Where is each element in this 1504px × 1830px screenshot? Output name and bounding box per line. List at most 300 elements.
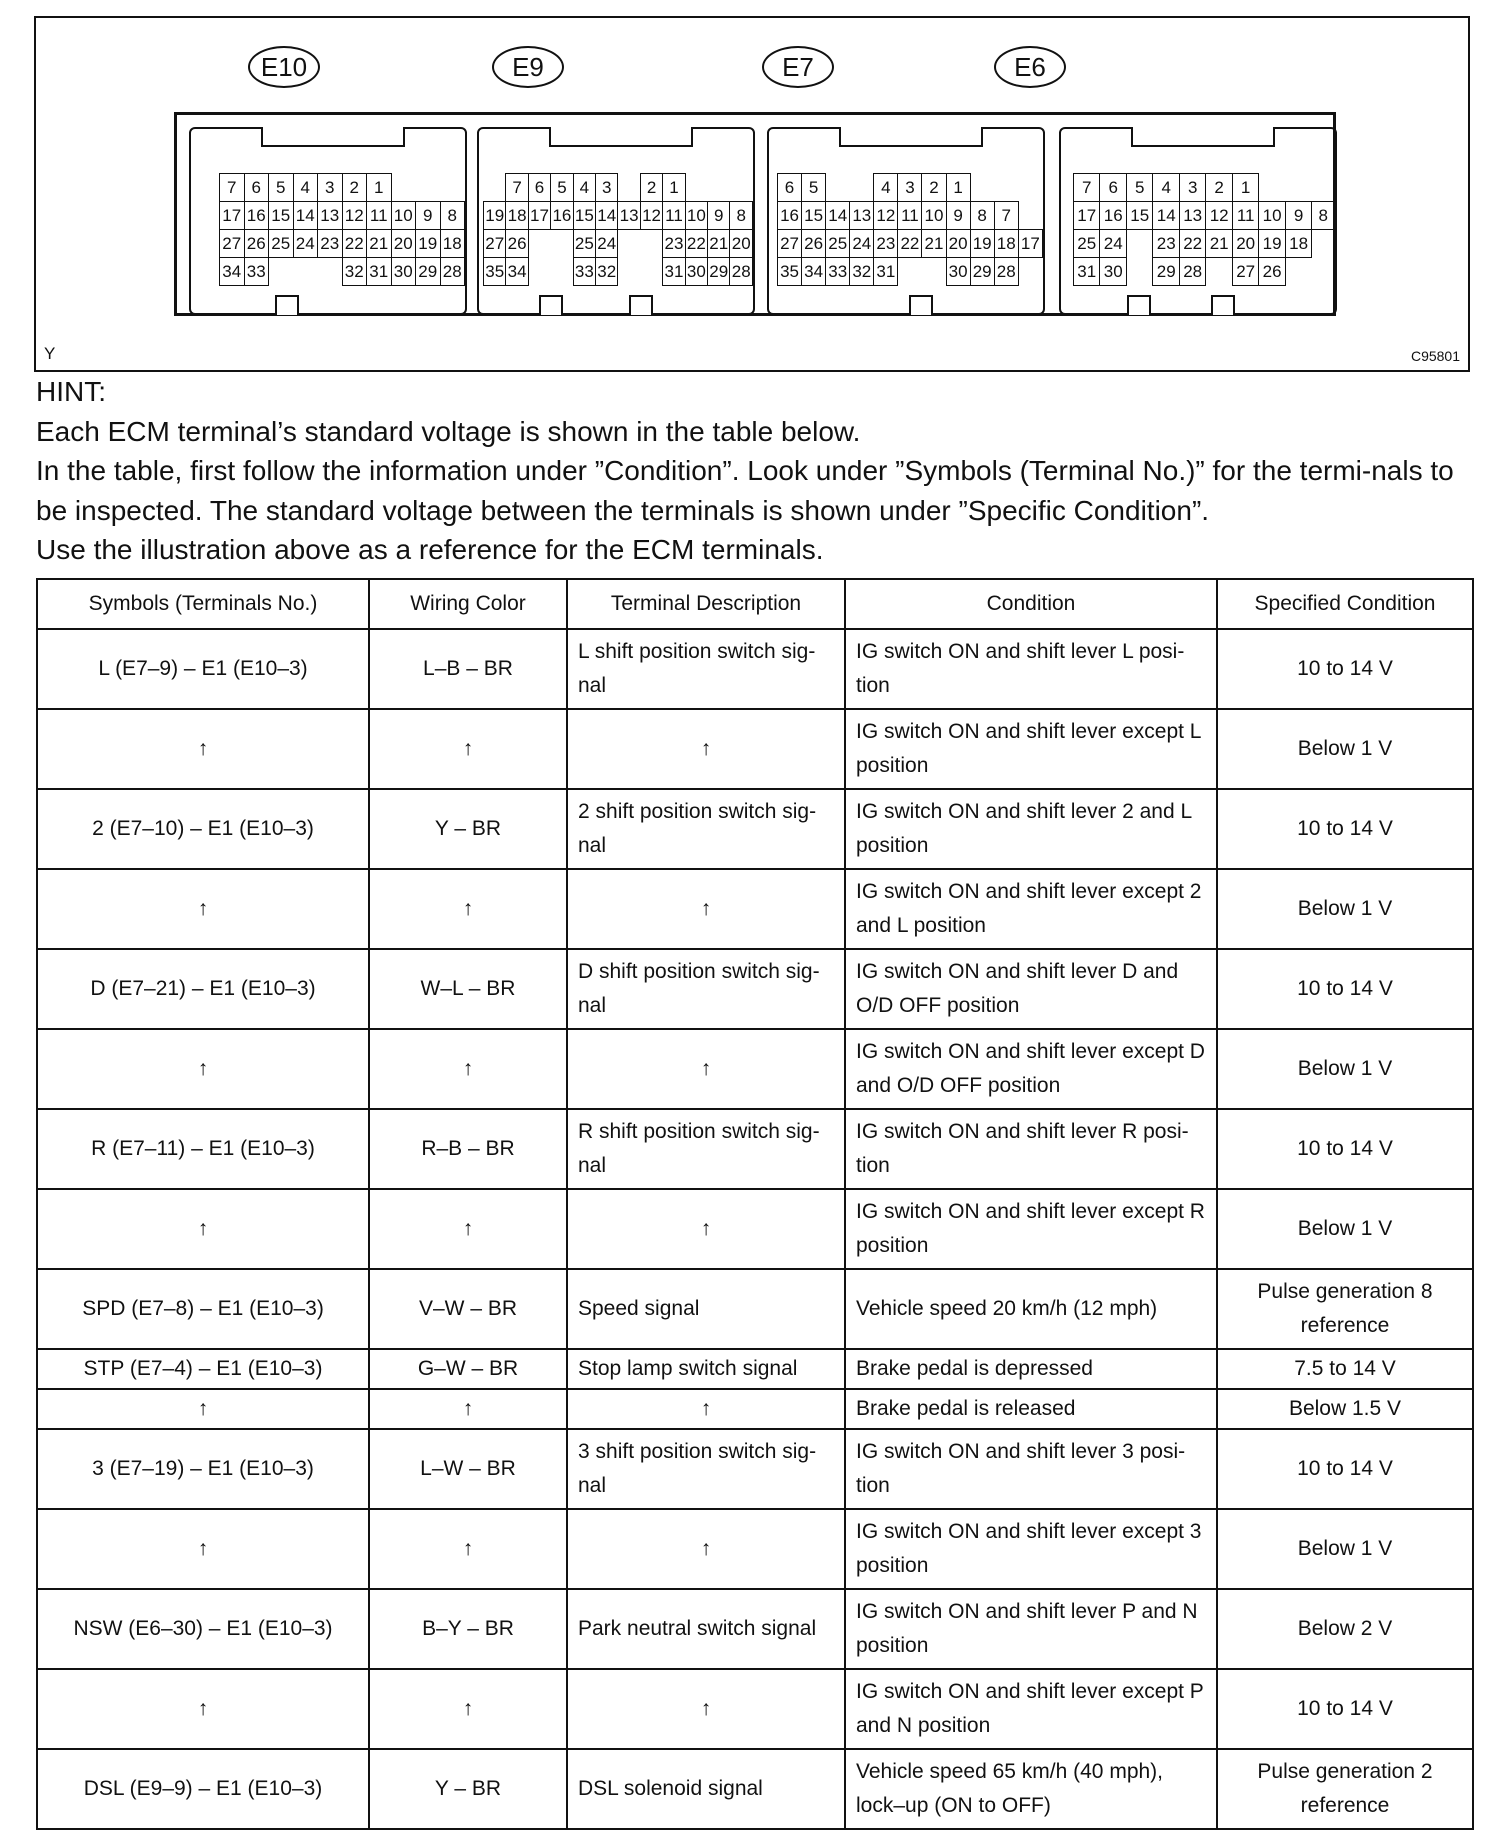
terminal-grid-e9 xyxy=(483,173,753,286)
connector-e9 xyxy=(477,127,755,315)
terminal-pin: 7 xyxy=(1074,174,1100,202)
terminal-pin: 26 xyxy=(1259,258,1285,286)
specified-condition-cell: Below 1 V xyxy=(1217,1189,1473,1269)
terminal-pin: 8 xyxy=(1312,202,1335,230)
terminal-pin: 8 xyxy=(440,202,465,230)
terminal-pin: 19 xyxy=(416,230,441,258)
condition-cell: IG switch ON and shift lever 3 posi-tion xyxy=(845,1429,1217,1509)
terminal-gap xyxy=(640,230,662,258)
table-row xyxy=(37,949,1473,1029)
ecm-connector-diagram xyxy=(34,16,1470,372)
terminal-pin: 28 xyxy=(440,258,465,286)
terminal-pin: 22 xyxy=(1179,230,1205,258)
symbols-cell: ↑ xyxy=(37,1389,369,1429)
terminal-gap xyxy=(850,174,874,202)
terminal-pin: 22 xyxy=(342,230,367,258)
table-row xyxy=(37,789,1473,869)
condition-cell: IG switch ON and shift lever except L position xyxy=(845,709,1217,789)
table-row xyxy=(37,1109,1473,1189)
terminal-pin: 22 xyxy=(898,230,922,258)
table-row xyxy=(37,1429,1473,1509)
terminal-row xyxy=(778,258,1043,286)
terminal-pin: 14 xyxy=(293,202,318,230)
terminal-gap xyxy=(293,258,318,286)
terminal-pin: 34 xyxy=(220,258,245,286)
specified-condition-cell: Below 1 V xyxy=(1217,709,1473,789)
terminal-pin: 24 xyxy=(293,230,318,258)
terminal-pin: 8 xyxy=(970,202,994,230)
terminal-gap xyxy=(640,258,662,286)
symbols-cell: L (E7–9) – E1 (E10–3) xyxy=(37,629,369,709)
terminal-pin: 16 xyxy=(778,202,802,230)
ecm-housing xyxy=(174,112,1336,316)
terminal-pin: 19 xyxy=(1259,230,1285,258)
terminal-pin: 11 xyxy=(898,202,922,230)
terminal-pin: 13 xyxy=(850,202,874,230)
terminal-pin: 27 xyxy=(778,230,802,258)
description-cell: Stop lamp switch signal xyxy=(567,1349,845,1389)
terminal-pin: 12 xyxy=(874,202,898,230)
header-specified-condition: Specified Condition xyxy=(1217,579,1473,629)
symbols-cell: 2 (E7–10) – E1 (E10–3) xyxy=(37,789,369,869)
terminal-pin: 23 xyxy=(318,230,343,258)
terminal-gap xyxy=(1126,230,1152,258)
symbols-cell: 3 (E7–19) – E1 (E10–3) xyxy=(37,1429,369,1509)
terminal-grid-e10 xyxy=(219,173,465,286)
wiring-color-cell: Y – BR xyxy=(369,789,567,869)
description-cell: DSL solenoid signal xyxy=(567,1749,845,1829)
terminal-pin: 29 xyxy=(708,258,730,286)
terminal-pin: 23 xyxy=(1153,230,1179,258)
connector-latch xyxy=(275,295,299,315)
specified-condition-cell: 10 to 14 V xyxy=(1217,1669,1473,1749)
terminal-pin: 32 xyxy=(596,258,618,286)
terminal-pin: 20 xyxy=(946,230,970,258)
table-row xyxy=(37,1029,1473,1109)
terminal-row xyxy=(484,202,753,230)
connector-notch xyxy=(1131,127,1275,147)
terminal-pin: 14 xyxy=(596,202,618,230)
terminal-pin: 31 xyxy=(1074,258,1100,286)
condition-cell: Brake pedal is depressed xyxy=(845,1349,1217,1389)
terminal-pin: 4 xyxy=(874,174,898,202)
terminal-pin: 19 xyxy=(970,230,994,258)
hint-line-3: Use the illustration above as a reference for the ECM terminals. xyxy=(36,534,824,565)
terminal-row xyxy=(778,202,1043,230)
terminal-pin: 24 xyxy=(596,230,618,258)
connector-notch xyxy=(261,127,405,147)
description-cell: D shift position switch sig-nal xyxy=(567,949,845,1029)
symbols-cell: SPD (E7–8) – E1 (E10–3) xyxy=(37,1269,369,1349)
connector-e7 xyxy=(767,127,1045,315)
terminal-pin: 10 xyxy=(685,202,707,230)
terminal-row xyxy=(1074,230,1335,258)
condition-cell: IG switch ON and shift lever except P and N position xyxy=(845,1669,1217,1749)
terminal-pin: 1 xyxy=(1232,174,1258,202)
description-cell: ↑ xyxy=(567,869,845,949)
wiring-color-cell: ↑ xyxy=(369,1029,567,1109)
table-header-row xyxy=(37,579,1473,629)
terminal-pin: 21 xyxy=(367,230,392,258)
condition-cell: IG switch ON and shift lever R posi-tion xyxy=(845,1109,1217,1189)
terminal-pin: 13 xyxy=(318,202,343,230)
terminal-pin: 5 xyxy=(269,174,294,202)
terminal-pin: 17 xyxy=(220,202,245,230)
terminal-pin: 31 xyxy=(874,258,898,286)
terminal-pin: 10 xyxy=(1259,202,1285,230)
table-row xyxy=(37,1669,1473,1749)
terminal-pin: 25 xyxy=(573,230,595,258)
connector-e10 xyxy=(189,127,467,315)
connector-latch xyxy=(1127,295,1151,315)
terminal-pin: 20 xyxy=(1232,230,1258,258)
terminal-pin: 6 xyxy=(528,174,550,202)
terminal-pin: 4 xyxy=(573,174,595,202)
description-cell: 2 shift position switch sig-nal xyxy=(567,789,845,869)
description-cell: ↑ xyxy=(567,1509,845,1589)
terminal-pin: 26 xyxy=(802,230,826,258)
description-cell: Park neutral switch signal xyxy=(567,1589,845,1669)
wiring-color-cell: ↑ xyxy=(369,1669,567,1749)
terminal-pin: 1 xyxy=(946,174,970,202)
wiring-color-cell: L–W – BR xyxy=(369,1429,567,1509)
wiring-color-cell: Y – BR xyxy=(369,1749,567,1829)
terminal-gap xyxy=(922,258,946,286)
terminal-pin: 25 xyxy=(1074,230,1100,258)
terminal-pin: 17 xyxy=(528,202,550,230)
terminal-pin: 9 xyxy=(946,202,970,230)
terminal-pin: 5 xyxy=(802,174,826,202)
terminal-row xyxy=(1074,202,1335,230)
terminal-pin: 32 xyxy=(342,258,367,286)
condition-cell: IG switch ON and shift lever except 3 position xyxy=(845,1509,1217,1589)
terminal-pin: 2 xyxy=(640,174,662,202)
table-row xyxy=(37,1509,1473,1589)
terminal-pin: 24 xyxy=(1100,230,1126,258)
terminal-pin: 11 xyxy=(1232,202,1258,230)
terminal-pin: 14 xyxy=(826,202,850,230)
symbols-cell: NSW (E6–30) – E1 (E10–3) xyxy=(37,1589,369,1669)
terminal-pin: 2 xyxy=(1206,174,1232,202)
terminal-pin: 7 xyxy=(994,202,1018,230)
terminal-pin: 5 xyxy=(551,174,573,202)
terminal-pin: 27 xyxy=(220,230,245,258)
condition-cell: Brake pedal is released xyxy=(845,1389,1217,1429)
figure-id: C95801 xyxy=(1410,348,1460,364)
description-cell: ↑ xyxy=(567,1669,845,1749)
terminal-pin: 23 xyxy=(663,230,685,258)
header-symbols: Symbols (Terminals No.) xyxy=(37,579,369,629)
specified-condition-cell: 10 to 14 V xyxy=(1217,789,1473,869)
connector-notch xyxy=(549,127,693,147)
specified-condition-cell: 10 to 14 V xyxy=(1217,949,1473,1029)
terminal-pin: 31 xyxy=(367,258,392,286)
header-wiring-color: Wiring Color xyxy=(369,579,567,629)
terminal-gap xyxy=(551,230,573,258)
specified-condition-cell: 10 to 14 V xyxy=(1217,1429,1473,1509)
terminal-pin: 22 xyxy=(685,230,707,258)
terminal-pin: 15 xyxy=(573,202,595,230)
terminal-pin: 21 xyxy=(708,230,730,258)
terminal-pin: 9 xyxy=(1285,202,1311,230)
terminal-pin: 3 xyxy=(596,174,618,202)
terminal-pin: 8 xyxy=(730,202,753,230)
terminal-pin: 16 xyxy=(551,202,573,230)
condition-cell: IG switch ON and shift lever L posi-tion xyxy=(845,629,1217,709)
connector-latch xyxy=(629,295,653,315)
terminal-pin: 28 xyxy=(730,258,753,286)
terminal-pin: 29 xyxy=(970,258,994,286)
terminal-pin: 13 xyxy=(618,202,640,230)
connector-notch xyxy=(839,127,983,147)
hint-heading: HINT: xyxy=(36,376,106,407)
terminal-row xyxy=(220,174,465,202)
terminal-pin: 29 xyxy=(416,258,441,286)
terminal-pin: 15 xyxy=(802,202,826,230)
table-row xyxy=(37,1189,1473,1269)
wiring-color-cell: V–W – BR xyxy=(369,1269,567,1349)
terminal-row xyxy=(484,174,753,202)
description-cell: ↑ xyxy=(567,1189,845,1269)
terminal-pin: 32 xyxy=(850,258,874,286)
terminal-pin: 35 xyxy=(778,258,802,286)
terminal-row xyxy=(778,230,1043,258)
terminal-pin: 7 xyxy=(506,174,528,202)
wiring-color-cell: ↑ xyxy=(369,709,567,789)
terminal-row xyxy=(220,258,465,286)
specified-condition-cell: 10 to 14 V xyxy=(1217,1109,1473,1189)
terminal-pin: 6 xyxy=(778,174,802,202)
hint-section xyxy=(36,372,1476,570)
terminal-pin: 3 xyxy=(1179,174,1205,202)
wiring-color-cell: B–Y – BR xyxy=(369,1589,567,1669)
terminal-pin: 33 xyxy=(244,258,269,286)
terminal-pin: 27 xyxy=(484,230,506,258)
terminal-gap xyxy=(528,230,550,258)
terminal-gap xyxy=(1206,258,1232,286)
specified-condition-cell: 7.5 to 14 V xyxy=(1217,1349,1473,1389)
symbols-cell: R (E7–11) – E1 (E10–3) xyxy=(37,1109,369,1189)
description-cell: ↑ xyxy=(567,1389,845,1429)
terminal-pin: 30 xyxy=(685,258,707,286)
terminal-pin: 29 xyxy=(1153,258,1179,286)
header-condition: Condition xyxy=(845,579,1217,629)
description-cell: ↑ xyxy=(567,1029,845,1109)
terminal-pin: 2 xyxy=(342,174,367,202)
condition-cell: IG switch ON and shift lever P and N position xyxy=(845,1589,1217,1669)
terminal-pin: 7 xyxy=(220,174,245,202)
terminal-pin: 30 xyxy=(1100,258,1126,286)
terminal-pin: 5 xyxy=(1126,174,1152,202)
description-cell: L shift position switch sig-nal xyxy=(567,629,845,709)
terminal-gap xyxy=(618,230,640,258)
symbols-cell: ↑ xyxy=(37,1669,369,1749)
terminal-pin: 18 xyxy=(440,230,465,258)
table-row xyxy=(37,1749,1473,1829)
terminal-pin: 19 xyxy=(484,202,506,230)
specified-condition-cell: Below 1 V xyxy=(1217,1029,1473,1109)
terminal-pin: 34 xyxy=(802,258,826,286)
terminal-pin: 18 xyxy=(506,202,528,230)
condition-cell: IG switch ON and shift lever except D and O/D OFF position xyxy=(845,1029,1217,1109)
terminal-pin: 18 xyxy=(994,230,1018,258)
description-cell: Speed signal xyxy=(567,1269,845,1349)
wiring-color-cell: ↑ xyxy=(369,1509,567,1589)
description-cell: R shift position switch sig-nal xyxy=(567,1109,845,1189)
terminal-pin: 4 xyxy=(1153,174,1179,202)
terminal-row xyxy=(220,202,465,230)
header-terminal-description: Terminal Description xyxy=(567,579,845,629)
terminal-pin: 14 xyxy=(1153,202,1179,230)
wiring-color-cell: G–W – BR xyxy=(369,1349,567,1389)
hint-line-1: Each ECM terminal’s standard voltage is shown in the table below. xyxy=(36,415,861,447)
symbols-cell: ↑ xyxy=(37,869,369,949)
terminal-gap xyxy=(528,258,550,286)
connector-e6 xyxy=(1059,127,1337,315)
table-row xyxy=(37,709,1473,789)
condition-cell: IG switch ON and shift lever 2 and L position xyxy=(845,789,1217,869)
terminal-pin: 26 xyxy=(244,230,269,258)
terminal-row xyxy=(484,230,753,258)
terminal-pin: 20 xyxy=(730,230,753,258)
terminal-pin: 30 xyxy=(946,258,970,286)
terminal-pin: 17 xyxy=(1018,230,1042,258)
terminal-pin: 18 xyxy=(1285,230,1311,258)
condition-cell: IG switch ON and shift lever except R position xyxy=(845,1189,1217,1269)
specified-condition-cell: 10 to 14 V xyxy=(1217,629,1473,709)
connector-label-e7: E7 xyxy=(762,46,834,88)
terminal-pin: 15 xyxy=(269,202,294,230)
terminal-pin: 12 xyxy=(342,202,367,230)
specified-condition-cell: Pulse generation 8 reference xyxy=(1217,1269,1473,1349)
terminal-pin: 23 xyxy=(874,230,898,258)
terminal-pin: 1 xyxy=(367,174,392,202)
terminal-pin: 2 xyxy=(922,174,946,202)
terminal-pin: 6 xyxy=(244,174,269,202)
ecm-voltage-table xyxy=(36,578,1474,1830)
terminal-gap xyxy=(618,174,640,202)
terminal-gap xyxy=(484,174,506,202)
terminal-gap xyxy=(269,258,294,286)
wiring-color-cell: R–B – BR xyxy=(369,1109,567,1189)
table-row xyxy=(37,869,1473,949)
terminal-pin: 12 xyxy=(1206,202,1232,230)
terminal-pin: 26 xyxy=(506,230,528,258)
condition-cell: IG switch ON and shift lever except 2 and L position xyxy=(845,869,1217,949)
terminal-pin: 16 xyxy=(244,202,269,230)
terminal-pin: 30 xyxy=(391,258,416,286)
condition-cell: IG switch ON and shift lever D and O/D OFF position xyxy=(845,949,1217,1029)
terminal-row xyxy=(484,258,753,286)
terminal-pin: 16 xyxy=(1100,202,1126,230)
terminal-gap xyxy=(618,258,640,286)
terminal-pin: 9 xyxy=(416,202,441,230)
table-row xyxy=(37,629,1473,709)
symbols-cell: DSL (E9–9) – E1 (E10–3) xyxy=(37,1749,369,1829)
table-row xyxy=(37,1349,1473,1389)
symbols-cell: STP (E7–4) – E1 (E10–3) xyxy=(37,1349,369,1389)
terminal-pin: 1 xyxy=(663,174,685,202)
wiring-color-cell: ↑ xyxy=(369,1389,567,1429)
hint-line-2: In the table, first follow the information under ”Condition”. Look under ”Symbols (Terminal No.)” for the termi-nals to be inspected. The standard voltage between the terminals is shown under ”Specific Condition”. xyxy=(36,455,1454,526)
table-row xyxy=(37,1269,1473,1349)
connector-label-e10: E10 xyxy=(248,46,320,88)
symbols-cell: ↑ xyxy=(37,1509,369,1589)
terminal-pin: 3 xyxy=(318,174,343,202)
specified-condition-cell: Below 1 V xyxy=(1217,1509,1473,1589)
terminal-pin: 28 xyxy=(1179,258,1205,286)
specified-condition-cell: Below 1.5 V xyxy=(1217,1389,1473,1429)
terminal-row xyxy=(1074,174,1335,202)
specified-condition-cell: Below 1 V xyxy=(1217,869,1473,949)
terminal-row xyxy=(778,174,1043,202)
terminal-pin: 15 xyxy=(1126,202,1152,230)
corner-mark: Y xyxy=(44,344,56,363)
terminal-pin: 3 xyxy=(898,174,922,202)
terminal-pin: 10 xyxy=(922,202,946,230)
terminal-pin: 17 xyxy=(1074,202,1100,230)
table-row xyxy=(37,1589,1473,1669)
terminal-pin: 20 xyxy=(391,230,416,258)
terminal-gap xyxy=(1126,258,1152,286)
connector-label-e9: E9 xyxy=(492,46,564,88)
wiring-color-cell: W–L – BR xyxy=(369,949,567,1029)
terminal-grid-e6 xyxy=(1073,173,1335,286)
condition-cell: Vehicle speed 65 km/h (40 mph), lock–up (ON to OFF) xyxy=(845,1749,1217,1829)
terminal-pin: 28 xyxy=(994,258,1018,286)
terminal-pin: 6 xyxy=(1100,174,1126,202)
condition-cell: Vehicle speed 20 km/h (12 mph) xyxy=(845,1269,1217,1349)
symbols-cell: ↑ xyxy=(37,1189,369,1269)
specified-condition-cell: Below 2 V xyxy=(1217,1589,1473,1669)
wiring-color-cell: ↑ xyxy=(369,869,567,949)
terminal-pin: 25 xyxy=(826,230,850,258)
connector-label-e6: E6 xyxy=(994,46,1066,88)
terminal-pin: 10 xyxy=(391,202,416,230)
terminal-grid-e7 xyxy=(777,173,1043,286)
terminal-pin: 24 xyxy=(850,230,874,258)
terminal-pin: 11 xyxy=(663,202,685,230)
wiring-color-cell: ↑ xyxy=(369,1189,567,1269)
terminal-pin: 35 xyxy=(484,258,506,286)
symbols-cell: ↑ xyxy=(37,1029,369,1109)
terminal-pin: 33 xyxy=(826,258,850,286)
terminal-pin: 31 xyxy=(663,258,685,286)
terminal-pin: 11 xyxy=(367,202,392,230)
terminal-pin: 21 xyxy=(1206,230,1232,258)
terminal-row xyxy=(220,230,465,258)
terminal-gap xyxy=(318,258,343,286)
description-cell: 3 shift position switch sig-nal xyxy=(567,1429,845,1509)
connector-latch xyxy=(1211,295,1235,315)
connector-latch xyxy=(539,295,563,315)
terminal-pin: 13 xyxy=(1179,202,1205,230)
connector-latch xyxy=(909,295,933,315)
terminal-pin: 12 xyxy=(640,202,662,230)
terminal-pin: 34 xyxy=(506,258,528,286)
specified-condition-cell: Pulse generation 2 reference xyxy=(1217,1749,1473,1829)
table-row xyxy=(37,1389,1473,1429)
wiring-color-cell: L–B – BR xyxy=(369,629,567,709)
terminal-pin: 9 xyxy=(708,202,730,230)
symbols-cell: ↑ xyxy=(37,709,369,789)
terminal-row xyxy=(1074,258,1335,286)
terminal-pin: 27 xyxy=(1232,258,1258,286)
terminal-gap xyxy=(826,174,850,202)
terminal-pin: 4 xyxy=(293,174,318,202)
symbols-cell: D (E7–21) – E1 (E10–3) xyxy=(37,949,369,1029)
terminal-pin: 25 xyxy=(269,230,294,258)
